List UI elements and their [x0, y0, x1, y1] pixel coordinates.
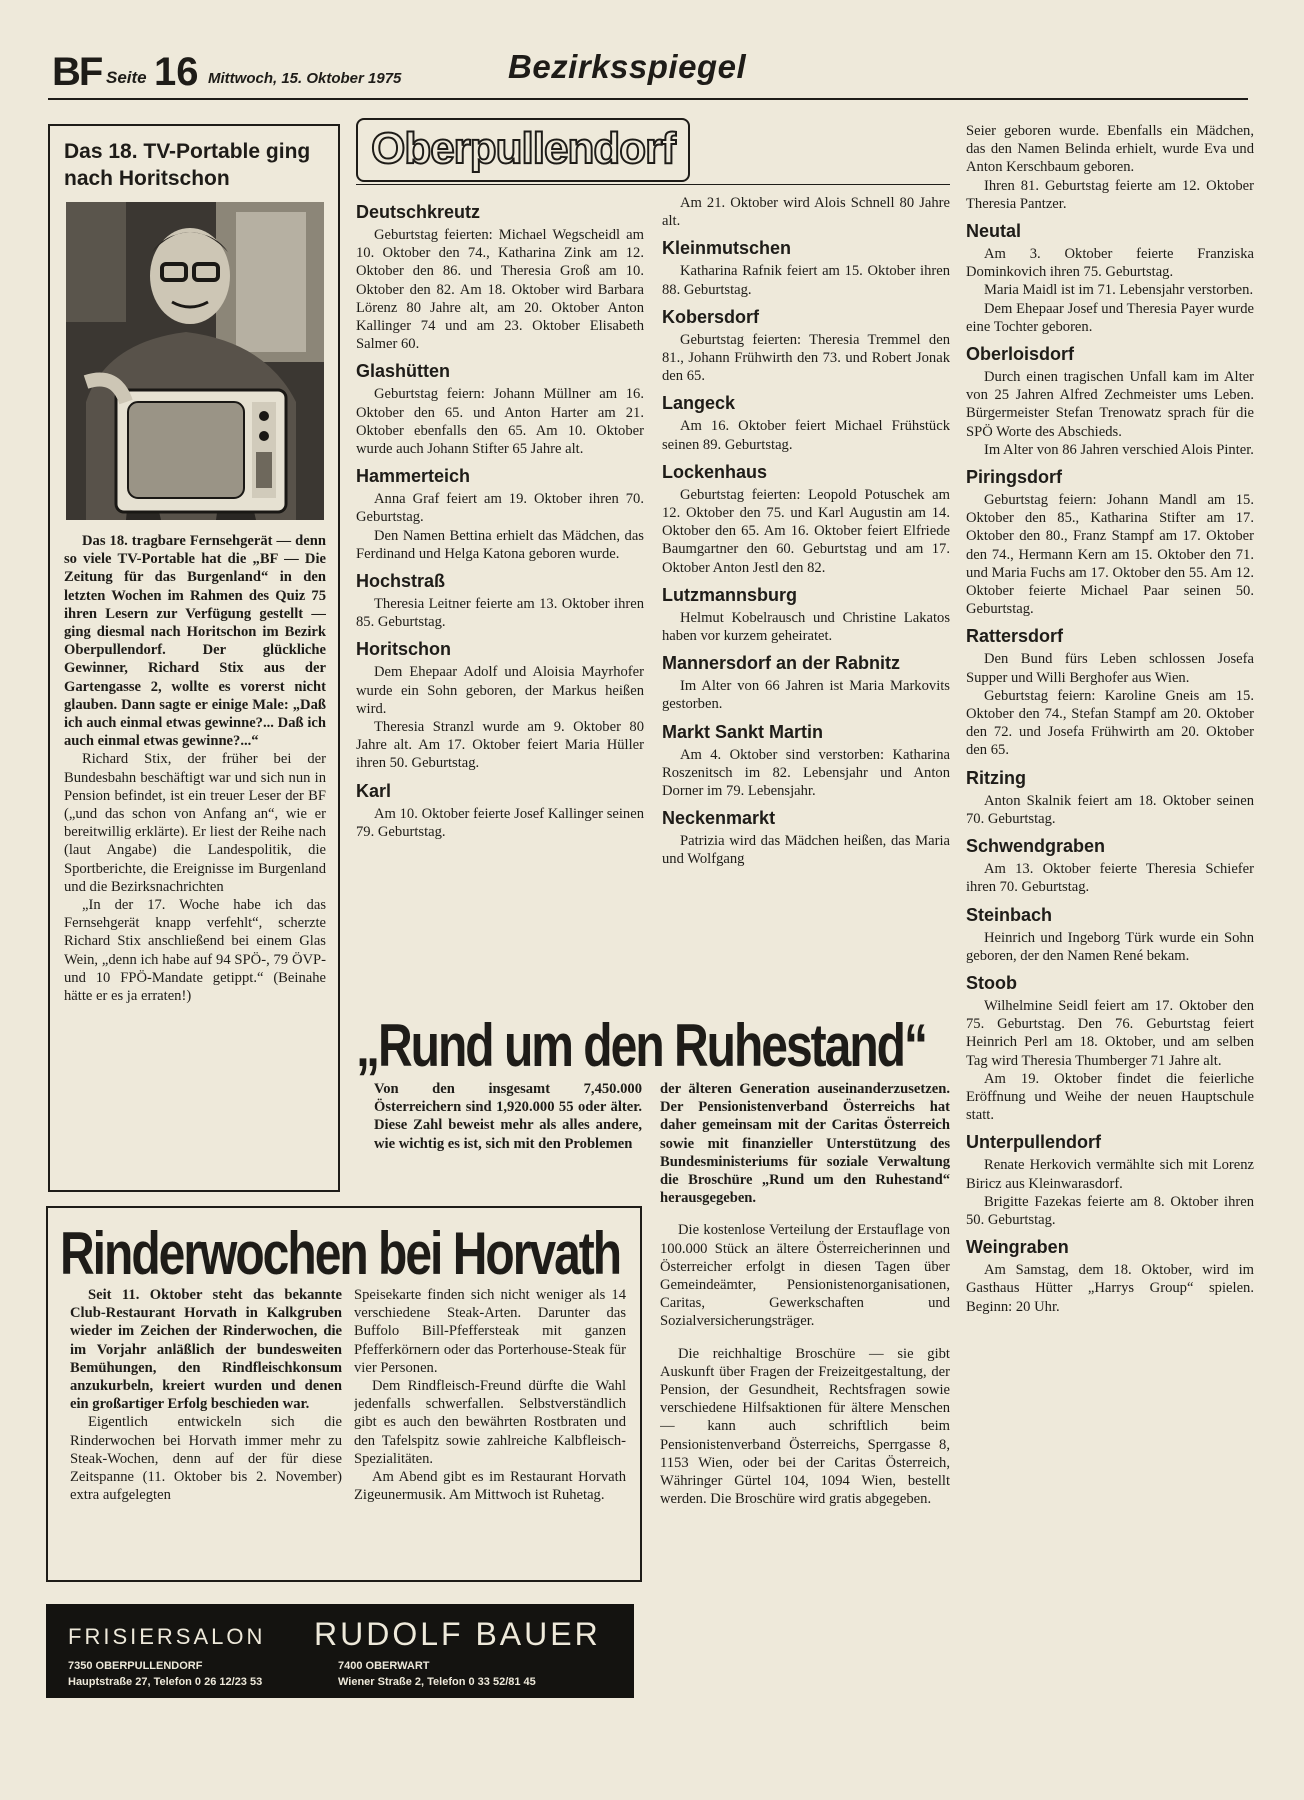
locality-text: Am 4. Oktober sind verstorben: Katharina Roszenitsch im 82. Lebensjahr und Anton Dorner im 79. Lebensjahr.: [662, 746, 950, 800]
rinderwochen-column-2: [354, 1286, 626, 1576]
tv-box-paragraph: „In der 17. Woche habe ich das Fernsehgerät knapp verfehlt“, scherzte Richard Stix anschließend bei einem Glas Wein, „denn ich habe auf 94 SPÖ-, 79 ÖVP- und 10 FPÖ-Mandate getippt.“ (Beinahe hätte er es ja erraten!): [64, 897, 326, 1005]
locality-text: Patrizia wird das Mädchen heißen, das Maria und Wolfgang: [662, 833, 950, 868]
locality-text: Anton Skalnik feiert am 18. Oktober seinen 70. Geburtstag.: [966, 792, 1254, 827]
locality-heading: Stoob: [966, 972, 1017, 993]
locality-heading: Neckenmarkt: [662, 808, 776, 829]
locality-heading: Schwendgraben: [966, 836, 1106, 857]
ruhestand-paragraph: Die kostenlose Verteilung der Erstauflage von 100.000 Stück an ältere Österreicherinnen und Österreicher erfolgt in diesen Tagen über Gemeindeämter, Pensionistenorganisationen, Caritas, Gewerkschaften und Sozialversicherungsträger.: [660, 1222, 950, 1330]
rinderwochen-box: [46, 1206, 642, 1582]
locality-heading: Steinbach: [966, 904, 1053, 925]
locality-text: Seier geboren wurde. Ebenfalls ein Mädchen, das den Namen Belinda erhielt, wurde Eva und Anton Kerschbaum geboren.: [966, 123, 1254, 176]
locality-text: Geburtstag feiern: Johann Müllner am 16. Oktober den 65. und Anton Harter am 21. Oktober ebenfalls den 65. Am 10. Oktober wurde auch Johann Stifter 65 Jahre alt.: [356, 386, 644, 458]
locality-text: Im Alter von 66 Jahren ist Maria Markovits gestorben.: [662, 678, 950, 713]
rinderwochen-column-1: [70, 1286, 342, 1576]
locality-text: Den Namen Bettina erhielt das Mädchen, das Ferdinand und Helga Katona geboren wurde.: [356, 527, 644, 562]
ruhestand-body: [660, 1080, 950, 1700]
locality-heading: Unterpullendorf: [966, 1132, 1101, 1153]
locality-text: Geburtstag feierten: Theresia Tremmel den 81., Johann Frühwirth den 73. und Robert Jonak den 65.: [662, 331, 950, 385]
ad-address-left: Hauptstraße 27, Telefon 0 26 12/23 53: [68, 1676, 263, 1688]
ruhestand-paragraph: Die reichhaltige Broschüre — sie gibt Auskunft über Fragen der Freizeitgestaltung, der Pension, der Gesundheit, Rechtsfragen sowie verschiedene Hilfsaktionen für ältere Menschen — kann auch schriftlich beim Pensionistenverband Österreichs, Sperrgasse 8, 1153 Wien, oder bei der Caritas Österreich, Währinger Gürtel 104, 1094 Wien, bestellt werden. Die Broschüre wird gratis abgegeben.: [660, 1345, 950, 1508]
masthead-logo: BF: [52, 50, 102, 94]
locality-text: Dem Ehepaar Josef und Theresia Payer wurde eine Tochter geboren.: [966, 300, 1254, 335]
locality-column-2: [662, 194, 950, 994]
ruhestand-headline: „Rund um den Ruhestand“: [356, 1013, 926, 1080]
locality-heading: Weingraben: [966, 1237, 1069, 1258]
locality-text: Geburtstag feierten: Michael Wegscheidl am 10. Oktober den 74., Katharina Zink am 12. Oktober den 86. und Theresia Groß am 10. Oktober den 82. Am 18. Oktober wird Barbara Lörenz 80 Jahre alt, am 20. Oktober Anton Kallinger 74 und am 23. Oktober Elisabeth Salmer 60.: [356, 227, 644, 353]
locality-text: Dem Ehepaar Adolf und Aloisia Mayrhofer wurde ein Sohn geboren, der Markus heißen wird.: [356, 664, 644, 717]
locality-text: Heinrich und Ingeborg Türk wurde ein Sohn geboren, der den Namen René bekam.: [966, 929, 1254, 964]
locality-heading: Hammerteich: [356, 466, 471, 487]
tv-box-paragraph: Richard Stix, der früher bei der Bundesbahn beschäftigt war und sich nun in Pension befindet, ist ein treuer Leser der BF („und das schon von Anfang an“, wie er bereitwillig erklärte). Er liest der Reihe nach (laut Angabe) die Landespolitik, die Sportberichte, die Ereignisse im Burgenland und die Bezirksnachrichten: [64, 751, 326, 895]
locality-text: Am 16. Oktober feiert Michael Frühstück seinen 89. Geburtstag.: [662, 418, 950, 453]
tv-portable-box: [48, 124, 340, 1192]
locality-heading: Oberloisdorf: [966, 344, 1075, 365]
rinderwochen-paragraph: Eigentlich entwickeln sich die Rinderwochen bei Horvath immer mehr zu Steak-Wochen, denn auf der für diese Zeitspanne (11. Oktober bis 2. November) extra aufgelegten: [70, 1414, 342, 1504]
locality-text: Renate Herkovich vermählte sich mit Lorenz Biricz aus Kleinwarasdorf.: [966, 1157, 1254, 1192]
rinderwochen-paragraph: Am Abend gibt es im Restaurant Horvath Zigeunermusik. Am Mittwoch ist Ruhetag.: [354, 1469, 626, 1504]
locality-text: Theresia Stranzl wurde am 9. Oktober 80 Jahre alt. Am 17. Oktober feiert Maria Hüller ihren 50. Geburtstag.: [356, 719, 644, 772]
ad-address-right: Wiener Straße 2, Telefon 0 33 52/81 45: [338, 1676, 536, 1688]
locality-text: Geburtstag feierten: Leopold Potuschek am 12. Oktober den 75. und Karl Augustin am 14. Oktober den 65. Am 16. Oktober feiert Elfriede Baumgartner den 60. Geburtstag und am 17. Oktober Anton Jestl den 82.: [662, 486, 950, 576]
locality-heading: Markt Sankt Martin: [662, 721, 824, 742]
ad-town-left: 7350 OBERPULLENDORF: [68, 1660, 203, 1672]
locality-text: Im Alter von 86 Jahren verschied Alois Pinter.: [984, 441, 1254, 458]
locality-heading: Ritzing: [966, 767, 1026, 788]
rinderwochen-headline: Rinderwochen bei Horvath: [60, 1221, 621, 1288]
tv-box-body: [64, 532, 326, 1182]
district-title: Oberpullendorf: [356, 118, 690, 182]
locality-text: Am Samstag, dem 18. Oktober, wird im Gasthaus Hütter „Harrys Group“ spielen. Beginn: 20 Uhr.: [966, 1262, 1254, 1315]
locality-text: Wilhelmine Seidl feiert am 17. Oktober den 75. Geburtstag. Den 76. Geburtstag feiert Heinrich Perl am 18. Oktober, und am selben Tag wird Theresia Thumberger 71 Jahre alt.: [966, 997, 1254, 1069]
locality-heading: Langeck: [662, 393, 736, 414]
locality-heading: Deutschkreutz: [356, 202, 481, 222]
locality-heading: Lutzmannsburg: [662, 584, 797, 605]
locality-column-3: [966, 122, 1254, 1762]
locality-column-1: [356, 194, 644, 994]
locality-text: Brigitte Fazekas feierte am 8. Oktober ihren 50. Geburtstag.: [966, 1193, 1254, 1228]
locality-text: Anna Graf feiert am 19. Oktober ihren 70. Geburtstag.: [356, 491, 644, 526]
page-number: 16: [154, 50, 199, 94]
locality-text: Theresia Leitner feierte am 13. Oktober ihren 85. Geburtstag.: [356, 596, 644, 631]
tv-box-lead: Das 18. tragbare Fernsehgerät — denn so viele TV-Portable hat die „BF — Die Zeitung für das Burgenland“ in den letzten Wochen im Rahmen des Quiz 75 ihren Lesern zur Verfügung gestellt — ging diesmal nach Horitschon im Bezirk Oberpullendorf. Der glückliche Gewinner, Richard Stix aus der Gartengasse 2, wollte es vorerst nicht glauben. Dann sagte er einige Male: „Daß ich auch einmal etwas gewinne?... Daß ich auch einmal etwas gewinne?...“: [64, 533, 326, 750]
ruhestand-lead-text: Von den insgesamt 7,450.000 Österreichern sind 1,920.000 55 oder älter. Diese Zahl beweist mehr als alles andere, wie wichtig es ist, sich mit den Problemen: [374, 1081, 642, 1152]
district-rule: [356, 184, 950, 185]
rinderwochen-paragraph: Dem Rindfleisch-Freund dürfte die Wahl jedenfalls schwerfallen. Selbstverständlich gibt es auch den bewährten Rostbraten und den Tafelspitz sowie zahlreiche Kalbfleisch-Spezialitäten.: [354, 1378, 626, 1467]
locality-text: Ihren 81. Geburtstag feierte am 12. Oktober Theresia Pantzer.: [966, 177, 1254, 212]
locality-text: Am 13. Oktober feierte Theresia Schiefer ihren 70. Geburtstag.: [966, 861, 1254, 896]
tv-box-title: Das 18. TV-Portable ging nach Horitschon: [64, 140, 311, 190]
section-title: Bezirksspiegel: [508, 48, 747, 85]
ruhestand-paragraph: der älteren Generation auseinanderzusetzen. Der Pensionistenverband Österreichs hat daher gemeinsam mit der Caritas Österreich sowie mit finanzieller Unterstützung des Bundesministeriums für soziale Verwaltung die Broschüre „Rund um den Ruhestand“ herausgegeben.: [660, 1081, 950, 1207]
ruhestand-lead: [374, 1080, 642, 1190]
locality-heading: Mannersdorf an der Rabnitz: [662, 653, 901, 674]
locality-heading: Horitschon: [356, 639, 452, 660]
locality-text: Helmut Kobelrausch und Christine Lakatos haben vor kurzem geheiratet.: [662, 609, 950, 645]
ad-town-right: 7400 OBERWART: [338, 1660, 430, 1672]
locality-heading: Glashütten: [356, 361, 451, 382]
locality-text: Katharina Rafnik feiert am 15. Oktober ihren 88. Geburtstag.: [662, 263, 950, 298]
rinderwochen-paragraph: Seit 11. Oktober steht das bekannte Club-Restaurant Horvath in Kalkgruben wieder im Zeichen der Rinderwochen, die im Vorjahr anläßlich der bundesweiten Bemühungen, den Rindfleischkonsum anzukurbeln, kreiert wurden und denen ein großartiger Erfolg beschieden war.: [70, 1287, 342, 1413]
page-label: Seite: [106, 68, 147, 87]
locality-text: Geburtstag feiern: Karoline Gneis am 15. Oktober den 74., Stefan Stampf am 20. Oktober den 72. und Josefa Frühwirth am 20. Oktober den 65.: [966, 687, 1254, 759]
locality-heading: Rattersdorf: [966, 626, 1064, 647]
frisiersalon-advertisement: [46, 1604, 634, 1698]
locality-text: Am 19. Oktober findet die feierliche Eröffnung und Weihe der neuen Hauptschule statt.: [966, 1070, 1254, 1124]
locality-heading: Piringsdorf: [966, 467, 1063, 488]
locality-heading: Kleinmutschen: [662, 238, 792, 259]
winner-photo: [66, 202, 324, 520]
locality-text: Maria Maidl ist im 71. Lebensjahr verstorben.: [984, 282, 1254, 299]
locality-heading: Kobersdorf: [662, 306, 760, 327]
issue-date: Mittwoch, 15. Oktober 1975: [208, 70, 402, 87]
locality-heading: Neutal: [966, 221, 1022, 242]
locality-text: Den Bund fürs Leben schlossen Josefa Supper und Willi Berghofer aus Wien.: [966, 651, 1254, 686]
rinderwochen-paragraph: Speisekarte finden sich nicht weniger als 14 verschiedene Steak-Arten. Darunter das Buffolo Bill-Pfeffersteak mit ganzen Pfefferkörnern oder das Porterhouse-Steak für vier Personen.: [354, 1287, 626, 1376]
locality-heading: Karl: [356, 780, 392, 801]
ad-rudolf-bauer: RUDOLF BAUER: [314, 1616, 601, 1652]
locality-text: Am 3. Oktober feierte Franziska Dominkovich ihren 75. Geburtstag.: [966, 246, 1254, 281]
locality-heading: Lockenhaus: [662, 461, 768, 482]
locality-heading: Hochstraß: [356, 571, 446, 592]
locality-text: Am 10. Oktober feierte Josef Kallinger seinen 79. Geburtstag.: [356, 805, 644, 840]
locality-text: Durch einen tragischen Unfall kam im Alter von 25 Jahren Alfred Zechmeister ums Leben. Bürgermeister Stefan Trenowatz sprach für die SPÖ Worte des Abschieds.: [966, 369, 1254, 440]
locality-text: Am 21. Oktober wird Alois Schnell 80 Jahre alt.: [662, 195, 950, 230]
locality-text: Geburtstag feiern: Johann Mandl am 15. Oktober den 85., Katharina Stifter am 17. Oktober den 80., Franz Stampf am 17. Oktober den 74., Hermann Kern am 15. Oktober den 71. und Maria Fuchs am 17. Oktober den 55. Am 12. Oktober feierte Michael Paar seinen 50. Geburtstag.: [966, 492, 1254, 618]
ad-frisiersalon: FRISIERSALON: [68, 1624, 266, 1649]
header-rule: [48, 98, 1248, 100]
